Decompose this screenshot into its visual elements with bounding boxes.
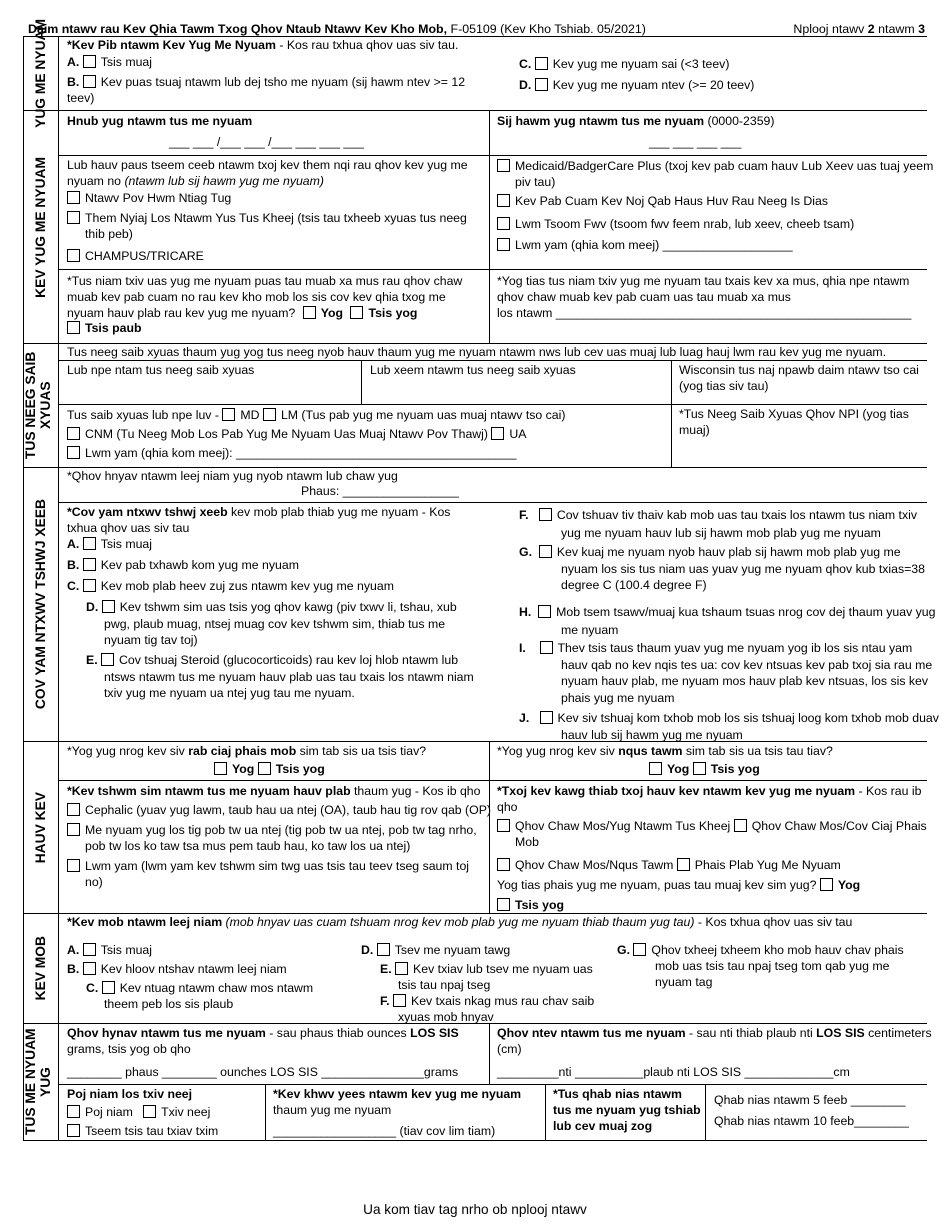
pay-medicaid[interactable]: Medicaid/BadgerCare Plus (txoj kev pab cuam hauv Lub Xeev uas tuaj yeem piv tau)	[497, 159, 937, 191]
checkbox[interactable]	[67, 321, 80, 334]
sex-undetermined[interactable]: Tseem tsis tau txiav txim	[67, 1124, 218, 1140]
checkbox[interactable]	[540, 641, 553, 654]
pres-cephalic[interactable]: Cephalic (yuav yug lawm, taub hau ua ntej (OA), taub hau tig rov qab (OP)	[67, 803, 491, 819]
risk-title: *Cov yam ntxwv tshwj xeeb kev mob plab thiab yug me nyuam - Kos txhua qhov uas siv tau	[67, 505, 451, 535]
weight-field[interactable]: Phaus: _________________	[301, 484, 459, 498]
mother-weight: *Qhov hnyav ntawm leej niam yug nyob ntawm lub chaw yug	[67, 469, 398, 483]
onset-d[interactable]: D. Kev yug me nyuam ntev (>= 20 teev)	[519, 78, 755, 92]
weight-input[interactable]: ________ phaus ________ ounches LOS SIS _______________grams	[67, 1065, 459, 1079]
csection-trial: Yog tias phais yug me nyuam, puas tau muaj kev sim yug? Yog	[497, 878, 861, 892]
checkbox[interactable]	[539, 508, 552, 521]
pay-indian[interactable]: Kev Pab Cuam Kev Noj Qab Haus Huv Rau Neeg Is Dias	[497, 194, 828, 210]
tob-label: Sij hawm yug ntawm tus me nyuam	[497, 114, 705, 128]
pay-other-gov[interactable]: Lwm Tsoom Fwv (tsoom fwv feem nrab, lub xeev, cheeb tsam)	[497, 217, 854, 233]
checkbox[interactable]	[67, 211, 80, 224]
provider-title-row: Tus saib xyuas lub npe luv - MD LM (Tus pab yug me nyuam uas muaj ntawv tso cai)	[67, 408, 566, 422]
morb-a[interactable]: A. Tsis muaj	[67, 943, 152, 957]
checkbox[interactable]	[83, 55, 96, 68]
dob-field[interactable]: ___ ___ /___ ___ /___ ___ ___ ___	[169, 135, 364, 149]
length-input[interactable]: _________nti __________plaub nti LOS SIS _____________cm	[497, 1065, 850, 1079]
onset-c[interactable]: C. Kev yug me nyuam sai (<3 teev)	[519, 57, 730, 71]
risk-a[interactable]: A. Tsis muaj	[67, 537, 152, 551]
route-row2[interactable]: Qhov Chaw Mos/Nqus Tawm Phais Plab Yug Me Nyuam	[497, 858, 841, 874]
onset-b[interactable]: B. Kev puas tsuaj ntawm lub dej tsho me nyuam (sij hawm ntev >= 12 teev)	[67, 75, 466, 105]
newborn-length: Qhov ntev ntawm tus me nyuam - sau nti thiab plaub nti LOS SIS centimeters (cm)	[497, 1026, 932, 1056]
lm-checkbox[interactable]	[263, 408, 276, 421]
md-checkbox[interactable]	[222, 408, 235, 421]
morbidity-section	[23, 914, 927, 1024]
risk-e[interactable]: E. Cov tshuaj Steroid (glucocorticoids) rau kev loj hlob ntawm lub ntsws ntawm tus me nyuam hauv plab uas tau txais los ntawm niam txiv yug me nyuam ua ntej yug tau me nyuam.	[86, 653, 474, 701]
forceps-question: *Yog yug nrog kev siv rab ciaj phais mob sim tab sis ua tsis tiav?	[67, 744, 427, 758]
newborn-section	[23, 1024, 932, 1141]
footer-note: Ua kom tiav tag nrho ob nplooj ntawv	[363, 1202, 587, 1217]
checkbox[interactable]	[677, 858, 690, 871]
apgar-10[interactable]: Qhab nias ntawm 10 feeb________	[714, 1114, 909, 1128]
route-row1[interactable]: Qhov Chaw Mos/Yug Ntawm Tus Kheej Qhov Chaw Mos/Cov Ciaj Phais Mob	[497, 819, 942, 851]
onset-note: - Kos rau txhua qhov uas siv tau.	[279, 38, 459, 52]
checkbox[interactable]	[497, 898, 510, 911]
form-number: F-05109 (Kev Kho Tshiab. 05/2021)	[450, 22, 646, 36]
apgar-title: *Tus qhab nias ntawm tus me nyuam yug tshiab lub cev muaj zog	[553, 1087, 701, 1133]
onset-title: *Kev Pib ntawm Kev Yug Me Nyuam	[67, 38, 276, 52]
sex-title: Poj niam los txiv neej	[67, 1087, 193, 1101]
morbidity-label: KEV MOB	[23, 914, 59, 1023]
checkbox[interactable]	[67, 1105, 80, 1118]
newborn-label: TUS ME NYUAM YUG	[23, 1024, 59, 1140]
checkbox[interactable]	[540, 711, 553, 724]
tob-field[interactable]: ___ ___ ___ ___	[649, 135, 742, 149]
csection-no[interactable]: Tsis yog	[497, 898, 564, 914]
presentation-section	[23, 742, 927, 914]
risk-i[interactable]: I. Thev tsis taus thaum yuav yug me nyuam yog ib los sis ntau yam hauv qab no kev nqis tes ua: cov kev ntsuas kev pab txoj sia rau me nyuam hauv plab, me nyuam mos hauv plab kev ntsuas, los sis kev phais yug me nyuam	[519, 641, 933, 705]
risk-g[interactable]: G. Kev kuaj me nyuam nyob hauv plab sij hawm mob plab yug me nyuam los sis tus niam uas yuav yug me nyuam qhov kub txias=38 degree C (100.4 degree F)	[519, 545, 925, 593]
checkbox[interactable]	[497, 194, 510, 207]
transfer-question: *Tus niam txiv uas yug me nyuam puas tau muab xa mus rau qhov chaw muab kev pab cuam no rau kev kho mob los sis cov kev qhia txog me nyuam hauv plab rau kev yug me nyuam? Yog Tsis yog	[67, 274, 463, 320]
provider-cnm-row: CNM (Tu Neeg Mob Los Pab Yug Me Nyuam Uas Muaj Ntawv Pov Thawj) UA	[67, 427, 527, 443]
sex-options[interactable]: Poj niam Txiv neej	[67, 1105, 210, 1121]
checkbox[interactable]	[734, 819, 747, 832]
morb-g[interactable]: G. Qhov txheej txheem kho mob hauv chav phais mob uas tsis tau npaj tseg tom qab yug me nyuam tag	[617, 943, 904, 989]
form-title: Daim ntawv rau Kev Qhia Tawm Txog Qhov Ntaub Ntawv Kev Kho Mob,	[28, 22, 448, 36]
provider-first-name[interactable]: Lub npe ntam tus neeg saib xyuas	[67, 363, 255, 377]
transfer-no-checkbox[interactable]	[350, 306, 363, 319]
checkbox[interactable]	[67, 859, 80, 872]
checkbox[interactable]	[497, 238, 510, 251]
checkbox[interactable]	[83, 75, 96, 88]
checkbox[interactable]	[83, 943, 96, 956]
risk-c[interactable]: C. Kev mob plab heev zuj zus ntawm kev yug me nyuam	[67, 579, 394, 593]
provider-npi[interactable]: *Tus Neeg Saib Xyuas Qhov NPI (yog tias muaj)	[679, 407, 909, 437]
provider-section	[23, 344, 927, 468]
page-mid: ntawm	[878, 22, 915, 36]
checkbox[interactable]	[67, 249, 80, 262]
vacuum-question: *Yog yug nrog kev siv nqus tawm sim tab sis ua tsis tau tiav?	[497, 744, 833, 758]
checkbox[interactable]	[820, 878, 833, 891]
delivery-section: KEV YUG ME NYUAM Hnub yug ntawm tus me nyuam ___ ___ /___ ___ /___ ___ ___ ___ Sij hawm yug ntawm tus me nyuam (0000-2359) ___ ___ ___ ___ Lub hauv paus tseem ceeb ntawm txoj kev them nqi rau qhov kev yug me nyuam no (ntawm lub sij hawm yug me nyuam) Ntawv Pov Hwm Ntiag Tug Them Nyiaj Los Ntawm Yus Tus Kheej (tsis tau txheeb xyuas tus neeg thib peb) CHAMPUS/TRICARE Medicaid/BadgerCare Plus (txoj kev pab cuam hauv Lub Xeev uas tuaj yeem piv tau) Kev Pab Cuam Kev Noj Qab Haus Huv Rau Neeg Is Dias Lwm Tsoom Fwv (tsoom fwv feem nrab, lub xeev, cheeb tsam) Lwm yam (qhia kom meej) ___________________ *Tus niam txiv uas yug me nyuam puas tau muab xa mus rau qhov chaw muab kev pab cuam no rau kev kho mob los sis cov kev qhia txog me nyuam hauv plab rau kev yug me nyuam? Yog Tsis yog Tsis paub *Yog tias tus niam txiv yug me nyuam tau txais kev xa mus, qhia npe ntawm qhov chaw muab kev pab cuam uas tau muab xa mus los ntawm ____________________________________________________	[23, 111, 927, 344]
page-header	[28, 21, 925, 37]
checkbox[interactable]	[497, 858, 510, 871]
checkbox[interactable]	[83, 962, 96, 975]
provider-other[interactable]: Lwm yam (qhia kom meej): _________________________________________	[67, 446, 516, 462]
pres-breech[interactable]: Me nyuam yug los tig pob tw ua ntej (tig pob tw ua ntej, pob tw tag nrho, pob tw los ko taw tsa mus pem taub hau, ko taw los ua ntej)	[67, 823, 482, 855]
newborn-weight: Qhov hynav ntawm tus me nyuam - sau phaus thiab ounces LOS SIS grams, tsis yog ob qho	[67, 1026, 459, 1056]
checkbox[interactable]	[67, 1124, 80, 1137]
provider-label: TUS NEEG SAIB XYUAS	[23, 344, 59, 467]
vacuum-answer[interactable]: Yog Tsis yog	[649, 762, 760, 778]
risk-j[interactable]: J. Kev siv tshuaj kom txhob mob los sis tshuaj loog kom txhob mob duav hauv lub sij hawm yug me nyuam	[519, 711, 939, 742]
transfer-unknown[interactable]: Tsis paub	[67, 321, 141, 337]
delivery-label: KEV YUG ME NYUAM	[23, 111, 59, 343]
presentation-label: HAUV KEV	[23, 742, 59, 913]
risk-f[interactable]: F. Cov tshuav tiv thaiv kab mob uas tau txais los ntawm tus niam txiv yug me nyuam hauv lub sij hawm mob plab yug me nyuam	[519, 508, 918, 541]
checkbox[interactable]	[102, 600, 115, 613]
checkbox[interactable]	[102, 981, 115, 994]
checkbox[interactable]	[535, 57, 548, 70]
checkbox[interactable]	[633, 943, 646, 956]
morb-b[interactable]: B. Kev hloov ntshav ntawm leej niam	[67, 962, 287, 976]
checkbox[interactable]	[101, 653, 114, 666]
checkbox[interactable]	[83, 558, 96, 571]
checkbox[interactable]	[67, 191, 80, 204]
checkbox[interactable]	[649, 762, 662, 775]
onset-label: YUG ME NYUAM	[23, 37, 59, 110]
transfer-from-field[interactable]: los ntawm ____________________________________________________	[497, 306, 912, 320]
provider-license[interactable]: Wisconsin tus naj npawb daim ntawv tso cai (yog tias siv tau)	[679, 363, 919, 393]
checkbox[interactable]	[539, 545, 552, 558]
risk-d[interactable]: D. Kev tshwm sim uas tsis yog qhov kawg (piv txwv li, tshau, xub pwg, plaub muag, ntsej muag cov kev tshwm sim, thiab tus me nyuam tig tav toj)	[86, 600, 457, 648]
pres-other[interactable]: Lwm yam (lwm yam kev tshwm sim twg uas tsis tau teev tseg saum toj no)	[67, 859, 482, 891]
apgar-5[interactable]: Qhab nias ntawm 5 feeb ________	[714, 1093, 906, 1107]
payment-question: Lub hauv paus tseem ceeb ntawm txoj kev them nqi rau qhov kev yug me nyuam no (ntawm lub sij hawm yug me nyuam)	[67, 158, 468, 188]
risk-b[interactable]: B. Kev pab txhawb kom yug me nyuam	[67, 558, 299, 572]
pay-self[interactable]: Them Nyiaj Los Ntawm Yus Tus Kheej (tsis tau txheeb xyuas tus neeg thib peb)	[67, 211, 485, 243]
provider-intro: Tus neeg saib xyuas thaum yug yog tus neeg nyob hauv thaum yug me nyuam ntawm nws lub cev uas muaj lub luag hauj lwm rau kev yug me nyuam.	[67, 345, 887, 359]
checkbox[interactable]	[377, 943, 390, 956]
checkbox[interactable]	[393, 994, 406, 1007]
checkbox[interactable]	[258, 762, 271, 775]
pay-private[interactable]: Ntawv Pov Hwm Ntiag Tug	[67, 191, 231, 207]
checkbox[interactable]	[497, 819, 510, 832]
morb-f[interactable]: F. Kev txais nkag mus rau chav saib xyuas mob hnyav	[380, 994, 595, 1024]
transfer-yes-checkbox[interactable]	[303, 306, 316, 319]
page-prefix: Nplooj ntawv	[793, 22, 865, 36]
ua-checkbox[interactable]	[491, 427, 504, 440]
risk-section	[23, 468, 939, 742]
checkbox[interactable]	[497, 217, 510, 230]
presentation-title: *Kev tshwm sim ntawm tus me nyuam hauv plab thaum yug - Kos ib qho	[67, 784, 481, 798]
checkbox[interactable]	[497, 159, 510, 172]
page-total: 3	[918, 22, 925, 36]
pay-champus[interactable]: CHAMPUS/TRICARE	[67, 249, 204, 265]
morb-d[interactable]: D. Tsev me nyuam tawg	[361, 943, 511, 957]
checkbox[interactable]	[83, 537, 96, 550]
checkbox[interactable]	[67, 803, 80, 816]
checkbox[interactable]	[395, 962, 408, 975]
gestation-title: *Kev khwv yees ntawm kev yug me nyuam thaum yug me nyuam	[273, 1087, 522, 1117]
pay-other[interactable]: Lwm yam (qhia kom meej) ___________________	[497, 238, 793, 254]
checkbox[interactable]	[535, 78, 548, 91]
morb-e[interactable]: E. Kev txiav lub tsev me nyuam uas tsis tau npaj tseg	[380, 962, 593, 992]
morb-c[interactable]: C. Kev ntuag ntawm chaw mos ntawm theem peb los sis plaub	[86, 981, 314, 1011]
transfer-from: *Yog tias tus niam txiv yug me nyuam tau txais kev xa mus, qhia npe ntawm qhov chaw muab kev pab cuam uas tau muab xa mus	[497, 274, 910, 304]
checkbox[interactable]	[83, 579, 96, 592]
page-number: 2	[867, 22, 875, 36]
gestation-input[interactable]: __________________ (tiav cov lim tiam)	[273, 1124, 496, 1138]
risk-h[interactable]: H. Mob tsem tsawv/muaj kua tshaum tsuas nrog cov dej thaum yuav yug me nyuam	[519, 605, 936, 638]
provider-last-name[interactable]: Lub xeem ntawm tus neeg saib xyuas	[370, 363, 576, 377]
route-title: *Txoj kev kawg thiab txoj hauv kev ntawm kev yug me nyuam - Kos rau ib qho	[497, 784, 922, 814]
forceps-answer[interactable]: Yog Tsis yog	[214, 762, 325, 778]
risk-label: COV YAM NTXWV TSHWJ XEEB	[23, 468, 59, 741]
checkbox[interactable]	[538, 605, 551, 618]
checkbox[interactable]	[214, 762, 227, 775]
checkbox[interactable]	[67, 823, 80, 836]
checkbox[interactable]	[693, 762, 706, 775]
morbidity-title: *Kev mob ntawm leej niam (mob hnyav uas cuam tshuam nrog kev mob plab yug me nyuam thiab thaum yug tau) - Kos txhua qhov uas siv tau	[67, 915, 853, 929]
cnm-checkbox[interactable]	[67, 427, 80, 440]
checkbox[interactable]	[67, 446, 80, 459]
checkbox[interactable]	[143, 1105, 156, 1118]
dob-label: Hnub yug ntawm tus me nyuam	[67, 114, 253, 128]
onset-a[interactable]: A. Tsis muaj	[67, 55, 152, 69]
